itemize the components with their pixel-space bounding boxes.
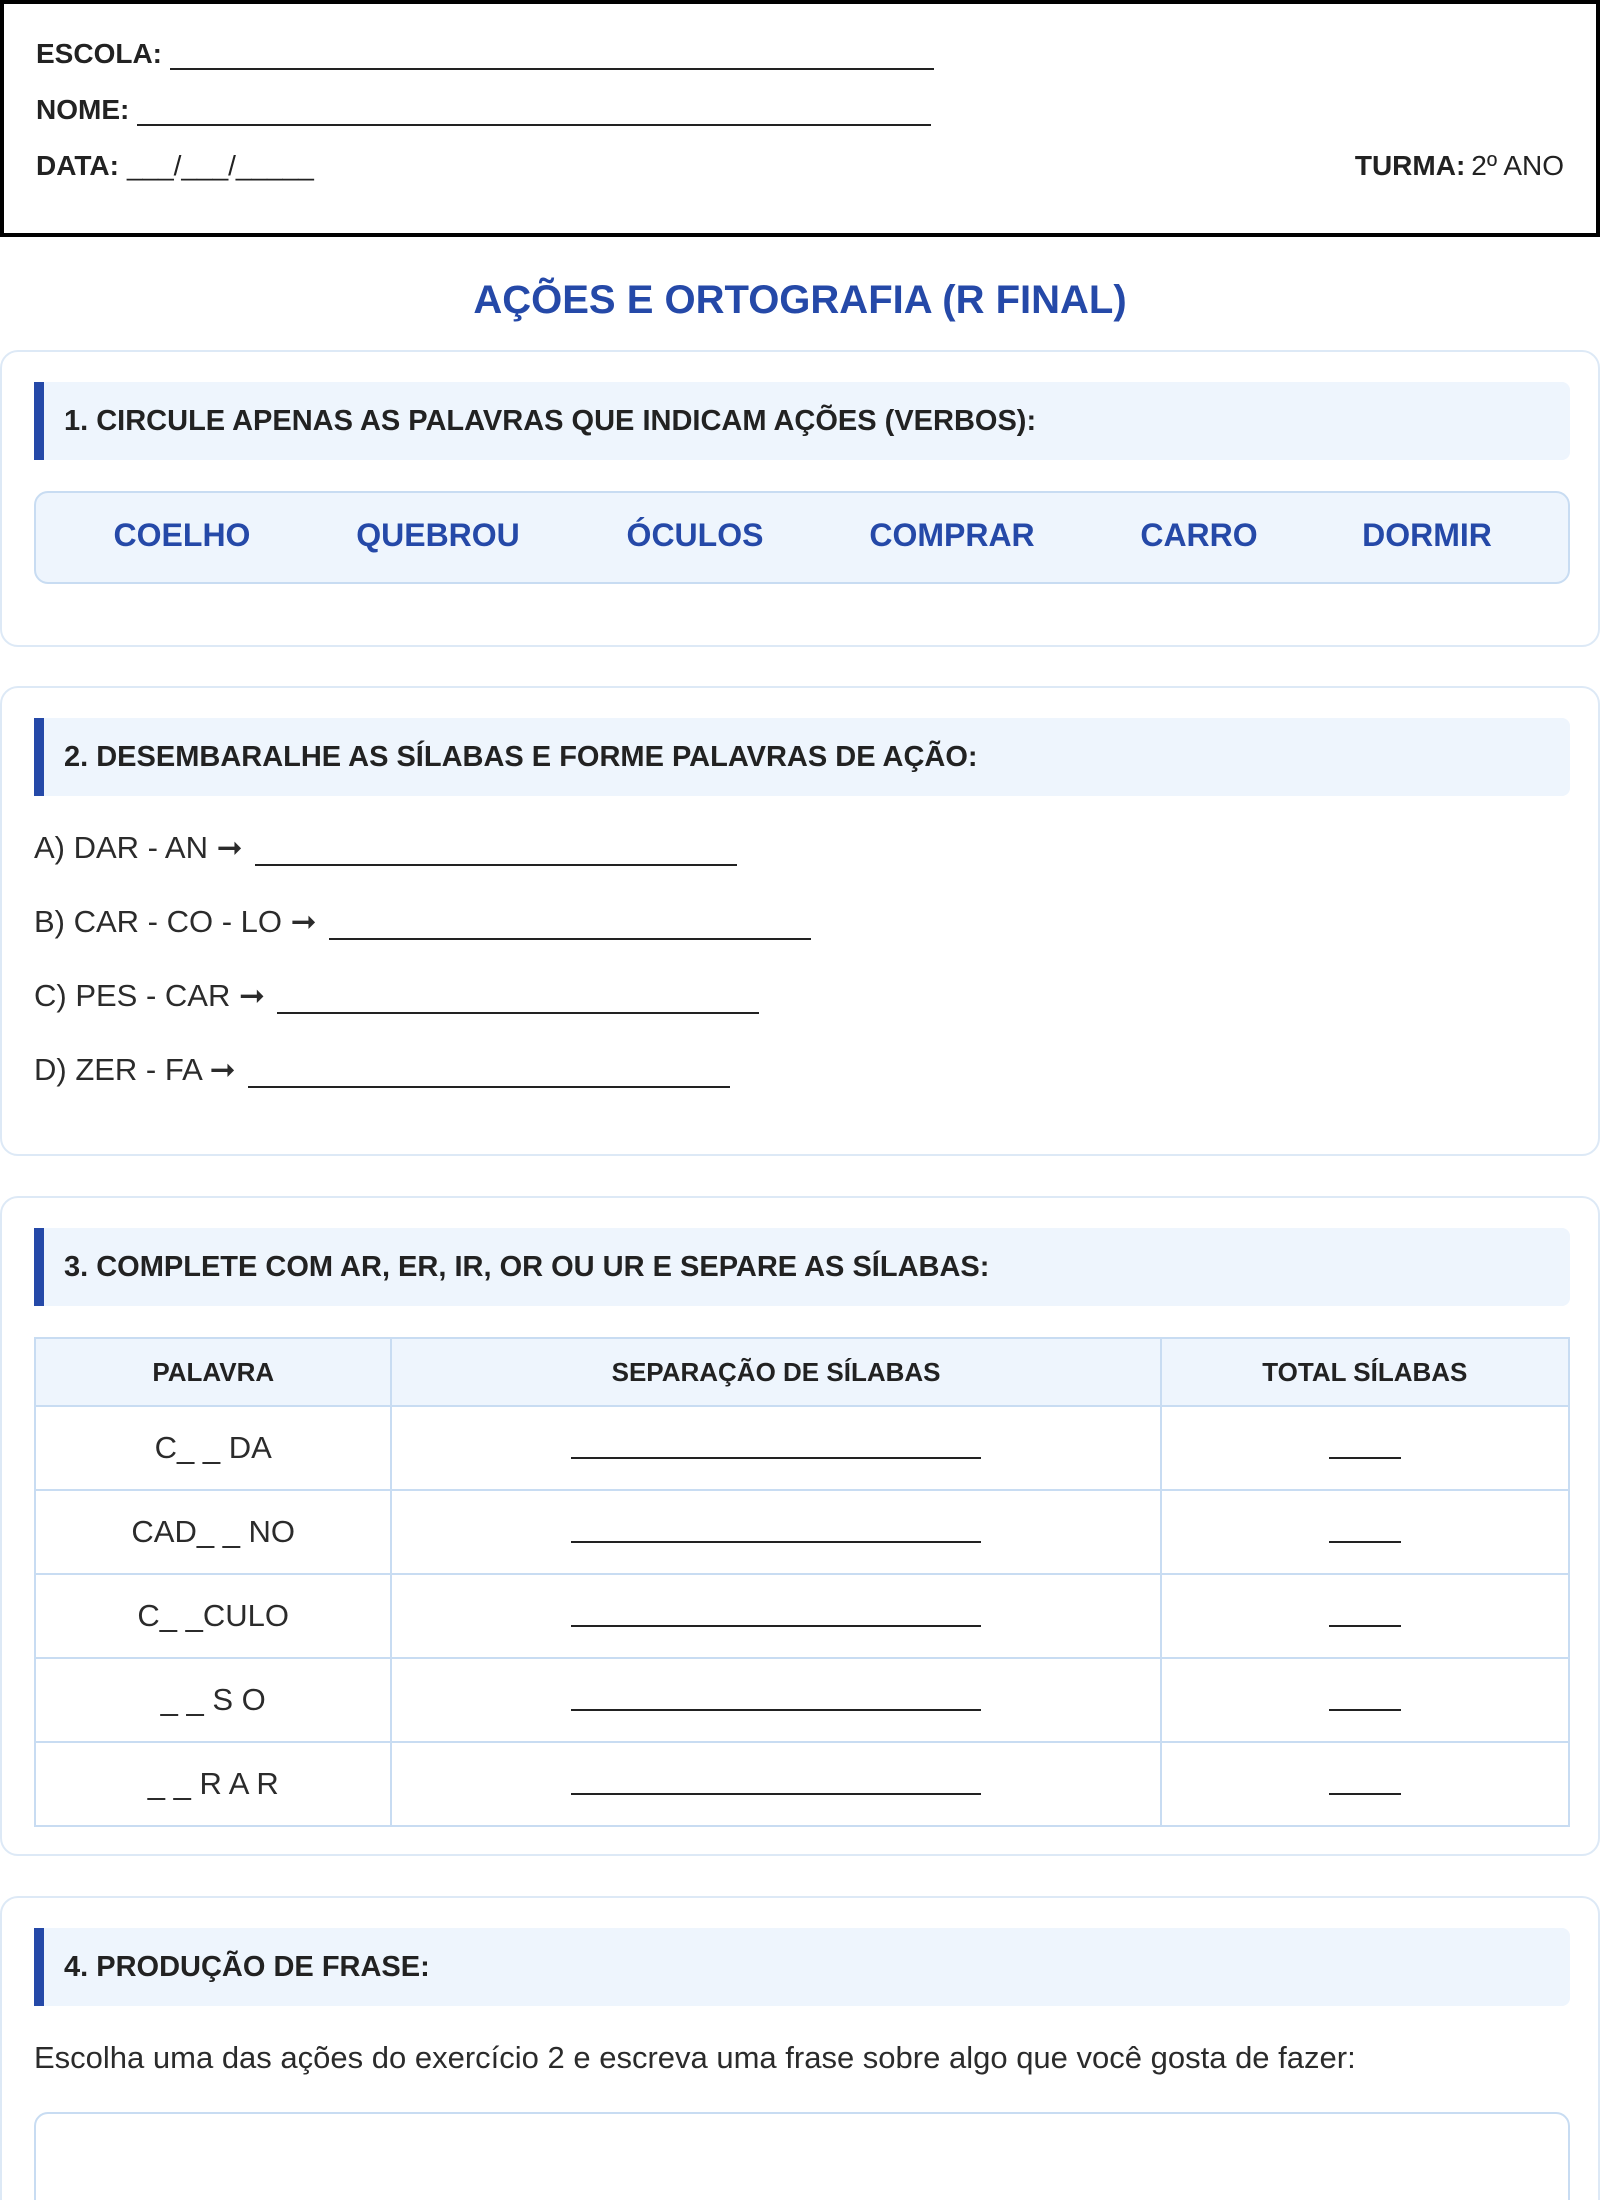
word-option[interactable]: COMPRAR bbox=[869, 517, 1035, 553]
sentence-answer-box[interactable] bbox=[34, 2112, 1570, 2200]
answer-line[interactable] bbox=[1329, 1681, 1401, 1711]
nome-field[interactable] bbox=[137, 100, 931, 126]
column-header: SEPARAÇÃO DE SÍLABAS bbox=[391, 1338, 1160, 1406]
table-row bbox=[35, 1658, 1569, 1742]
word-option[interactable]: QUEBROU bbox=[356, 517, 520, 553]
answer-line[interactable] bbox=[571, 1513, 981, 1543]
section-3-card bbox=[0, 1196, 1600, 1856]
escola-label: ESCOLA: bbox=[36, 38, 162, 69]
total-cell bbox=[1161, 1574, 1569, 1658]
nome-row bbox=[36, 94, 931, 126]
scramble-prompt: C) PES - CAR ➞ bbox=[34, 978, 265, 1013]
section-2-card bbox=[0, 686, 1600, 1156]
separation-cell bbox=[391, 1658, 1160, 1742]
scramble-item bbox=[34, 978, 759, 1014]
answer-line[interactable] bbox=[571, 1681, 981, 1711]
table-row bbox=[35, 1406, 1569, 1490]
word-cell: C_ _ DA bbox=[35, 1406, 391, 1490]
answer-line[interactable] bbox=[571, 1429, 981, 1459]
nome-label: NOME: bbox=[36, 94, 130, 125]
word-cell: _ _ R A R bbox=[35, 1742, 391, 1826]
page-title: AÇÕES E ORTOGRAFIA (R FINAL) bbox=[473, 278, 1127, 322]
separation-cell bbox=[391, 1490, 1160, 1574]
scramble-prompt: B) CAR - CO - LO ➞ bbox=[34, 904, 317, 939]
column-header: PALAVRA bbox=[35, 1338, 391, 1406]
section-4-heading: 4. PRODUÇÃO DE FRASE: bbox=[34, 1928, 1570, 2006]
scramble-prompt: D) ZER - FA ➞ bbox=[34, 1052, 236, 1087]
section-4-card bbox=[0, 1896, 1600, 2200]
total-cell bbox=[1161, 1406, 1569, 1490]
answer-line[interactable] bbox=[248, 1060, 730, 1088]
scramble-prompt: A) DAR - AN ➞ bbox=[34, 830, 243, 865]
total-cell bbox=[1161, 1658, 1569, 1742]
section-3-heading: 3. COMPLETE COM AR, ER, IR, OR OU UR E SEPARE AS SÍLABAS: bbox=[34, 1228, 1570, 1306]
escola-field[interactable] bbox=[170, 44, 934, 70]
word-cell: C_ _CULO bbox=[35, 1574, 391, 1658]
answer-line[interactable] bbox=[571, 1765, 981, 1795]
scramble-item bbox=[34, 1052, 730, 1088]
total-cell bbox=[1161, 1742, 1569, 1826]
table-row bbox=[35, 1742, 1569, 1826]
sentence-prompt: Escolha uma das ações do exercício 2 e escreva uma frase sobre algo que você gosta de fazer: bbox=[34, 2040, 1356, 2075]
word-option[interactable]: CARRO bbox=[1140, 517, 1258, 553]
answer-line[interactable] bbox=[1329, 1765, 1401, 1795]
answer-line[interactable] bbox=[329, 912, 811, 940]
turma-value: 2º ANO bbox=[1471, 150, 1564, 181]
syllable-table bbox=[34, 1337, 1570, 1827]
section-2-heading: 2. DESEMBARALHE AS SÍLABAS E FORME PALAVRAS DE AÇÃO: bbox=[34, 718, 1570, 796]
word-option[interactable]: DORMIR bbox=[1362, 517, 1492, 553]
escola-row bbox=[36, 38, 934, 70]
separation-cell bbox=[391, 1574, 1160, 1658]
turma bbox=[1355, 150, 1564, 182]
total-cell bbox=[1161, 1490, 1569, 1574]
table-row bbox=[35, 1490, 1569, 1574]
answer-line[interactable] bbox=[1329, 1513, 1401, 1543]
answer-line[interactable] bbox=[1329, 1597, 1401, 1627]
data-field[interactable]: ___/___/_____ bbox=[126, 150, 314, 181]
word-option[interactable]: ÓCULOS bbox=[626, 517, 764, 553]
separation-cell bbox=[391, 1406, 1160, 1490]
separation-cell bbox=[391, 1742, 1160, 1826]
word-cell: CAD_ _ NO bbox=[35, 1490, 391, 1574]
answer-line[interactable] bbox=[571, 1597, 981, 1627]
scramble-item bbox=[34, 904, 811, 940]
turma-label: TURMA: bbox=[1354, 150, 1466, 181]
scramble-item bbox=[34, 830, 737, 866]
column-header: TOTAL SÍLABAS bbox=[1161, 1338, 1569, 1406]
word-cell: _ _ S O bbox=[35, 1658, 391, 1742]
word-bank bbox=[34, 491, 1570, 584]
section-1-heading: 1. CIRCULE APENAS AS PALAVRAS QUE INDICAM AÇÕES (VERBOS): bbox=[34, 382, 1570, 460]
data-label: DATA: bbox=[36, 150, 119, 181]
header-box bbox=[0, 0, 1600, 237]
answer-line[interactable] bbox=[255, 838, 737, 866]
word-option[interactable]: COELHO bbox=[113, 517, 251, 553]
table-row bbox=[35, 1574, 1569, 1658]
section-1-card bbox=[0, 350, 1600, 647]
answer-line[interactable] bbox=[1329, 1429, 1401, 1459]
answer-line[interactable] bbox=[277, 986, 759, 1014]
data-row bbox=[36, 150, 314, 182]
